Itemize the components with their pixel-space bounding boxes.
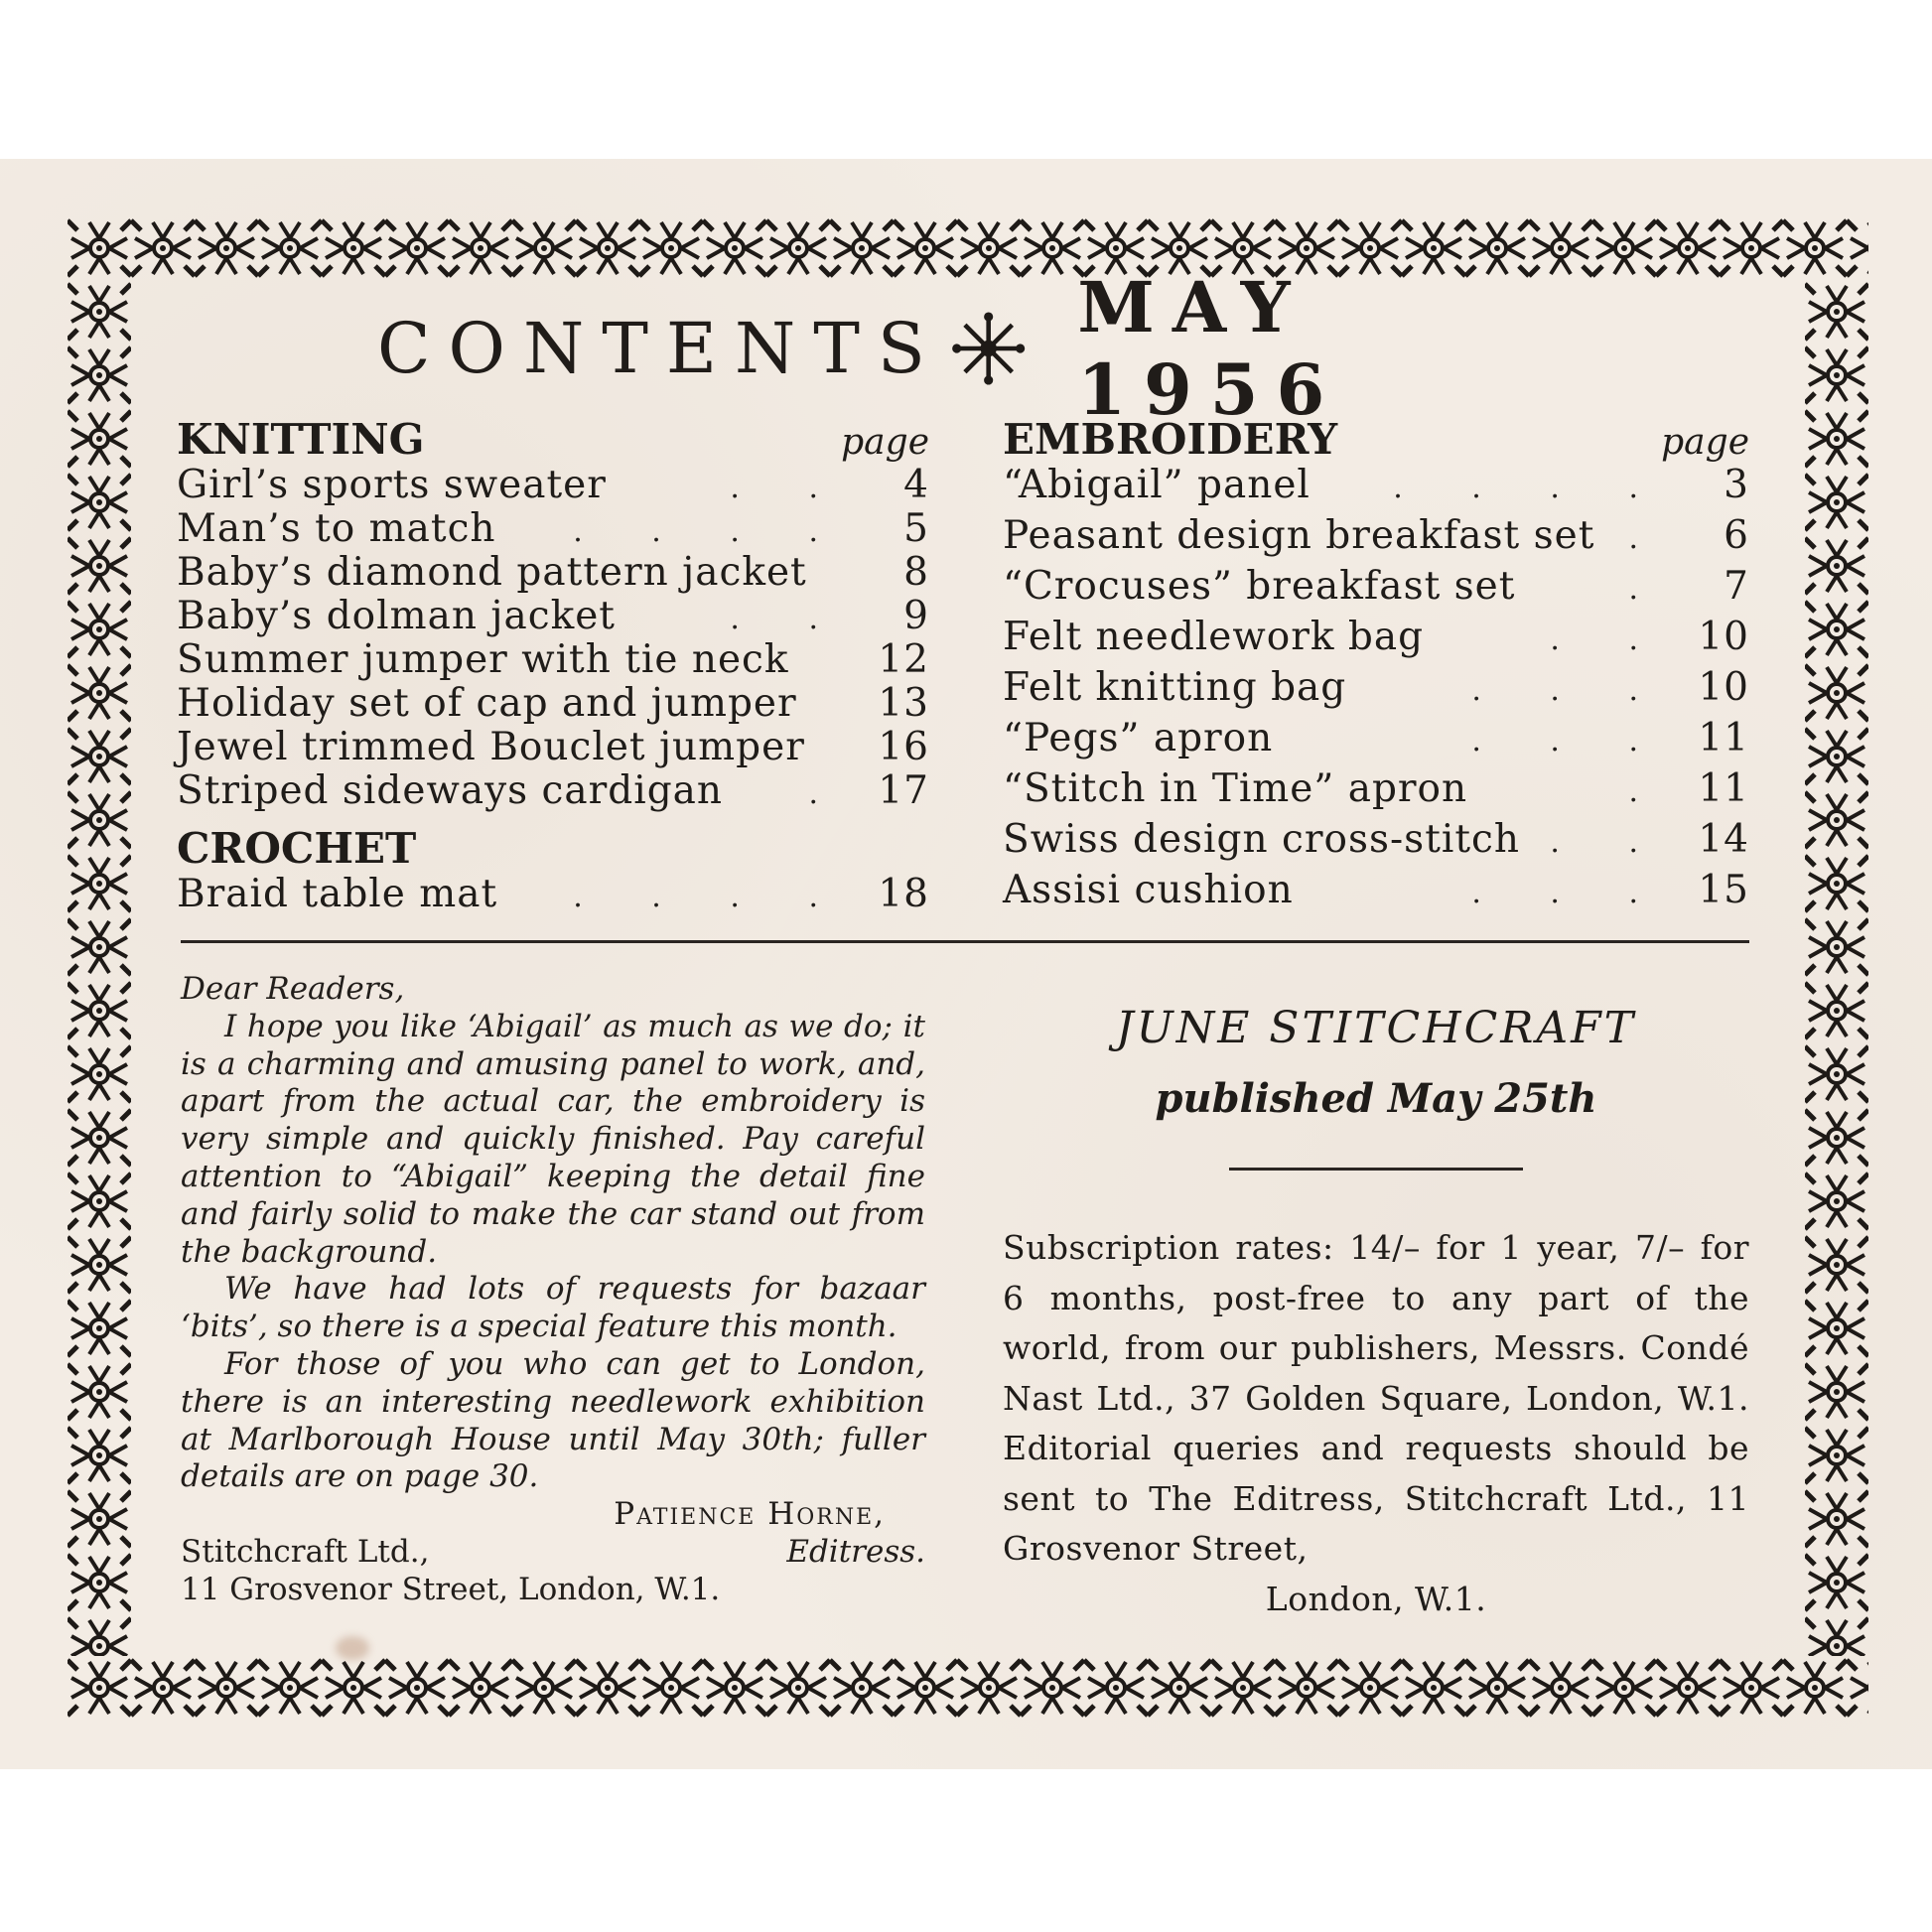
issue-date: MAY 1956 bbox=[1077, 266, 1343, 431]
editor-role: Editress. bbox=[786, 1533, 925, 1570]
embroidery-header bbox=[1003, 415, 1749, 463]
company-name: Stitchcraft Ltd., bbox=[181, 1533, 430, 1570]
contents-item bbox=[1003, 564, 1749, 615]
page-number: 6 bbox=[1724, 513, 1749, 558]
page-number: 12 bbox=[878, 637, 929, 682]
subscription-info bbox=[1003, 1223, 1749, 1624]
crochet-header bbox=[177, 824, 929, 872]
ornamental-border-bottom bbox=[68, 1656, 1868, 1720]
contents-heading bbox=[377, 266, 1569, 431]
leader-dots: . . . . bbox=[573, 880, 848, 914]
item-title: Braid table mat bbox=[177, 872, 498, 916]
page-number: 3 bbox=[1724, 463, 1749, 507]
leader-dots: . bbox=[1628, 521, 1668, 556]
snowflake-ornament-icon bbox=[943, 304, 1034, 393]
letter-paragraph: I hope you like ‘Abigail’ as much as we do; it is a charming and amusing panel to work, and, apart from the actual car, the embroidery is very simple and quickly finished. Pay careful attention to “Abigail” keeping the detail fine and fairly solid to make the car stand out from the background. bbox=[181, 1008, 925, 1270]
leader-dots: . . bbox=[730, 471, 848, 505]
page-number: 4 bbox=[903, 463, 929, 507]
item-title: “Pegs” apron bbox=[1003, 716, 1274, 760]
item-title: Girl’s sports sweater bbox=[177, 463, 607, 507]
page-number: 17 bbox=[878, 768, 929, 813]
ornamental-border-left bbox=[68, 280, 131, 1656]
page-number: 11 bbox=[1698, 766, 1749, 811]
contents-item bbox=[1003, 615, 1749, 665]
leader-dots: . . . . bbox=[1393, 471, 1668, 505]
item-title: Striped sideways cardigan bbox=[177, 768, 724, 813]
item-title: “Stitch in Time” apron bbox=[1003, 766, 1468, 811]
editor-letter bbox=[181, 971, 925, 1609]
leader-dots: . . . bbox=[1471, 724, 1668, 759]
next-issue-date: published May 25th bbox=[1155, 1075, 1597, 1122]
page-number: 18 bbox=[878, 872, 929, 916]
item-title: Felt knitting bag bbox=[1003, 665, 1347, 710]
leader-dots: . bbox=[1628, 774, 1668, 809]
item-title: Summer jumper with tie neck bbox=[177, 637, 789, 682]
leader-dots: . bbox=[808, 776, 848, 811]
item-title: “Abigail” panel bbox=[1003, 463, 1311, 507]
contents-item bbox=[1003, 463, 1749, 513]
ornamental-border-top bbox=[68, 216, 1868, 280]
item-title: Holiday set of cap and jumper bbox=[177, 681, 797, 726]
item-title: Jewel trimmed Bouclet jumper bbox=[177, 725, 805, 769]
page-number: 16 bbox=[878, 725, 929, 769]
page-number: 15 bbox=[1698, 868, 1749, 912]
contents-item bbox=[1003, 716, 1749, 766]
next-issue-notice bbox=[1003, 1003, 1749, 1122]
contents-item bbox=[177, 550, 929, 594]
knitting-title: KNITTING bbox=[177, 415, 425, 464]
item-title: Man’s to match bbox=[177, 506, 496, 551]
contents-item bbox=[1003, 817, 1749, 868]
contents-item bbox=[177, 506, 929, 550]
letter-greeting: Dear Readers, bbox=[181, 971, 405, 1007]
page-number: 11 bbox=[1698, 716, 1749, 760]
contents-item bbox=[177, 725, 929, 768]
subscription-text: Subscription rates: 14/– for 1 year, 7/– for 6 months, post-free to any part of the world, from our publishers, Messrs. Condé Nast Ltd., 37 Golden Square, London, W.1. Editorial queries and requests should be sent to The Editress, Stitchcraft Ltd., 11 Grosvenor Street, bbox=[1003, 1228, 1749, 1568]
page-number: 14 bbox=[1698, 817, 1749, 862]
contents-right-column bbox=[1003, 415, 1749, 918]
page-number: 10 bbox=[1698, 665, 1749, 710]
contents-item bbox=[177, 637, 929, 681]
embroidery-title: EMBROIDERY bbox=[1003, 415, 1338, 464]
contents-item bbox=[1003, 766, 1749, 817]
contents-item bbox=[177, 681, 929, 725]
page-column-label: page bbox=[841, 422, 929, 463]
leader-dots: . . . bbox=[1471, 876, 1668, 910]
page-column-label: page bbox=[1661, 422, 1749, 463]
company-address: 11 Grosvenor Street, London, W.1. bbox=[181, 1571, 721, 1607]
letter-paragraph: For those of you who can get to London, there is an interesting needlework exhibition at Marlborough House until May 30th; fuller details are on page 30. bbox=[181, 1345, 925, 1495]
contents-item bbox=[1003, 665, 1749, 716]
knitting-header bbox=[177, 415, 929, 463]
page-number: 7 bbox=[1724, 564, 1749, 609]
page-number: 9 bbox=[903, 594, 929, 638]
letter-paragraph: We have had lots of requests for bazaar ‘bits’, so there is a special feature this month. bbox=[181, 1271, 925, 1345]
item-title: Assisi cushion bbox=[1003, 868, 1294, 912]
leader-dots: . . bbox=[730, 602, 848, 636]
contents-item bbox=[177, 463, 929, 506]
leader-dots: . . . . bbox=[573, 514, 848, 549]
knitting-list bbox=[177, 463, 929, 812]
leader-dots: . . . bbox=[1471, 673, 1668, 708]
contents-item bbox=[177, 768, 929, 812]
contents-title: CONTENTS bbox=[377, 308, 943, 389]
section-divider bbox=[181, 940, 1749, 943]
short-divider bbox=[1229, 1168, 1523, 1171]
page-number: 5 bbox=[903, 506, 929, 551]
item-title: “Crocuses” breakfast set bbox=[1003, 564, 1516, 609]
contents-item bbox=[177, 872, 929, 915]
crochet-title: CROCHET bbox=[177, 824, 417, 873]
editor-signature: Patience Horne, bbox=[614, 1496, 886, 1533]
page-number: 13 bbox=[878, 681, 929, 726]
page-number: 10 bbox=[1698, 615, 1749, 659]
contents-left-column bbox=[177, 415, 929, 915]
subscription-address-end: London, W.1. bbox=[1265, 1579, 1487, 1618]
page-number: 8 bbox=[903, 550, 929, 595]
item-title: Baby’s diamond pattern jacket bbox=[177, 550, 807, 595]
item-title: Swiss design cross-stitch bbox=[1003, 817, 1520, 862]
ornamental-border-right bbox=[1805, 280, 1868, 1656]
leader-dots: . bbox=[1628, 572, 1668, 607]
leader-dots: . . bbox=[1550, 622, 1668, 657]
item-title: Felt needlework bag bbox=[1003, 615, 1425, 659]
contents-item bbox=[177, 594, 929, 637]
contents-item bbox=[1003, 513, 1749, 564]
next-issue-title: JUNE STITCHCRAFT bbox=[1115, 1003, 1637, 1053]
item-title: Baby’s dolman jacket bbox=[177, 594, 616, 638]
item-title: Peasant design breakfast set bbox=[1003, 513, 1595, 558]
signature-row bbox=[181, 1534, 925, 1572]
leader-dots: . . bbox=[1550, 825, 1668, 860]
contents-item bbox=[1003, 868, 1749, 918]
